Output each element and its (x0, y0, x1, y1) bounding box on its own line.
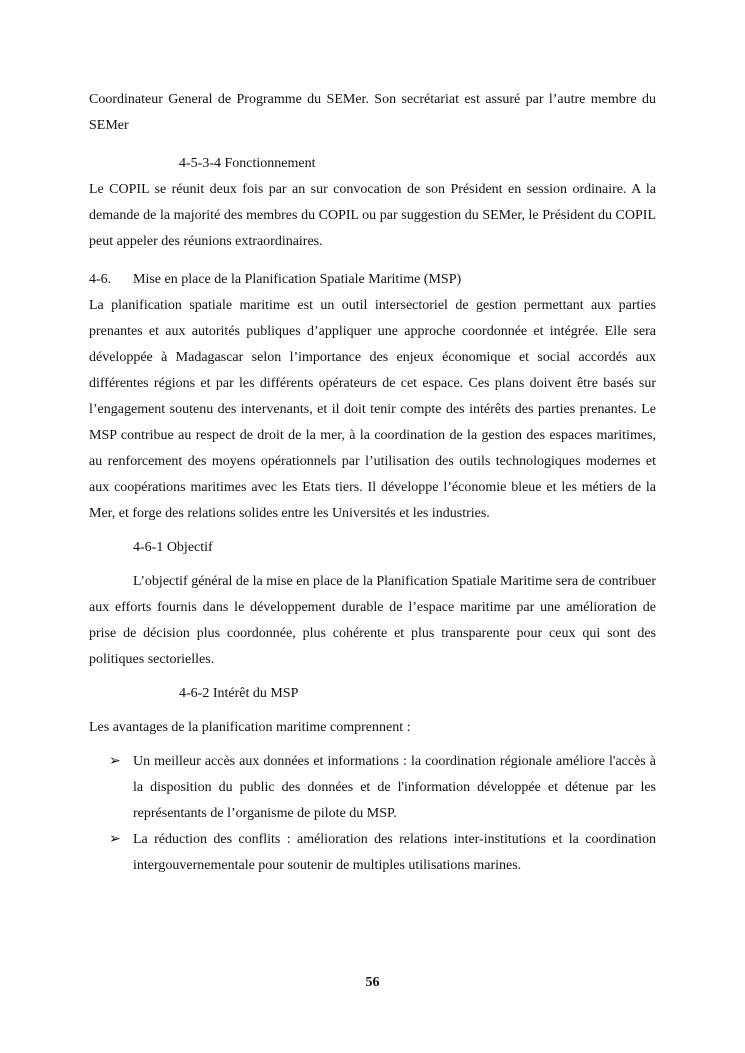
arrow-bullet-icon: ➢ (109, 832, 121, 847)
heading-interet: 4-6-2 Intérêt du MSP (179, 686, 299, 701)
section-number: 4-6. (89, 272, 112, 287)
intro-paragraph: Coordinateur General de Programme du SEMer. Son secrétariat est assuré par l’autre membre du SEMer (89, 92, 656, 133)
document-page (89, 87, 656, 879)
list-item-text: Un meilleur accès aux données et informations : la coordination régionale améliore l'accès à la disposition du public des données et de l'information développée et détenue par les représentants de l’organisme de pilote du MSP. (133, 754, 656, 821)
list-item (89, 749, 656, 827)
paragraph-msp: La planification spatiale maritime est un outil intersectoriel de gestion permettant aux parties prenantes et aux autorités publiques d’appliquer une approche coordonnée et intégrée. Elle sera développée à Madagascar selon l’importance des enjeux économique et social accordés aux différentes régions et par les différents opérateurs de cet espace. Ces plans doivent être basés sur l’engagement soutenu des intervenants, et il doit tenir compte des intérêts des parties prenantes. Le MSP contribue au respect de droit de la mer, à la coordination de la gestion des espaces maritimes, au renforcement des moyens opérationnels par l’utilisation des outils technologiques modernes et aux coopérations maritimes avec les Etats tiers. Il développe l’économie bleue et les métiers de la Mer, et forge des relations solides entre les Universités et les industries. (89, 298, 656, 521)
arrow-bullet-icon: ➢ (109, 754, 121, 769)
paragraph-avantages: Les avantages de la planification maritime comprennent : (89, 720, 411, 735)
paragraph-fonctionnement: Le COPIL se réunit deux fois par an sur convocation de son Président en session ordinaire. A la demande de la majorité des membres du COPIL ou par suggestion du SEMer, le Président du COPIL peut appeler des réunions extraordinaires. (89, 182, 656, 249)
heading-objectif: 4-6-1 Objectif (133, 540, 213, 555)
advantages-list (89, 749, 656, 879)
list-item-text: La réduction des conflits : amélioration des relations inter-institutions et la coordination intergouvernementale pour soutenir de multiples utilisations marines. (133, 832, 656, 873)
paragraph-objectif: L’objectif général de la mise en place de la Planification Spatiale Maritime sera de contribuer aux efforts fournis dans le développement durable de l’espace maritime par une amélioration de prise de décision plus coordonnée, plus cohérente et plus transparente pour ceux qui sont des politiques sectorielles. (89, 574, 656, 667)
page-number: 56 (365, 975, 380, 990)
section-heading-4-6 (89, 267, 656, 293)
section-title: Mise en place de la Planification Spatiale Maritime (MSP) (133, 272, 462, 287)
heading-fonctionnement: 4-5-3-4 Fonctionnement (179, 156, 316, 171)
list-item (89, 827, 656, 879)
